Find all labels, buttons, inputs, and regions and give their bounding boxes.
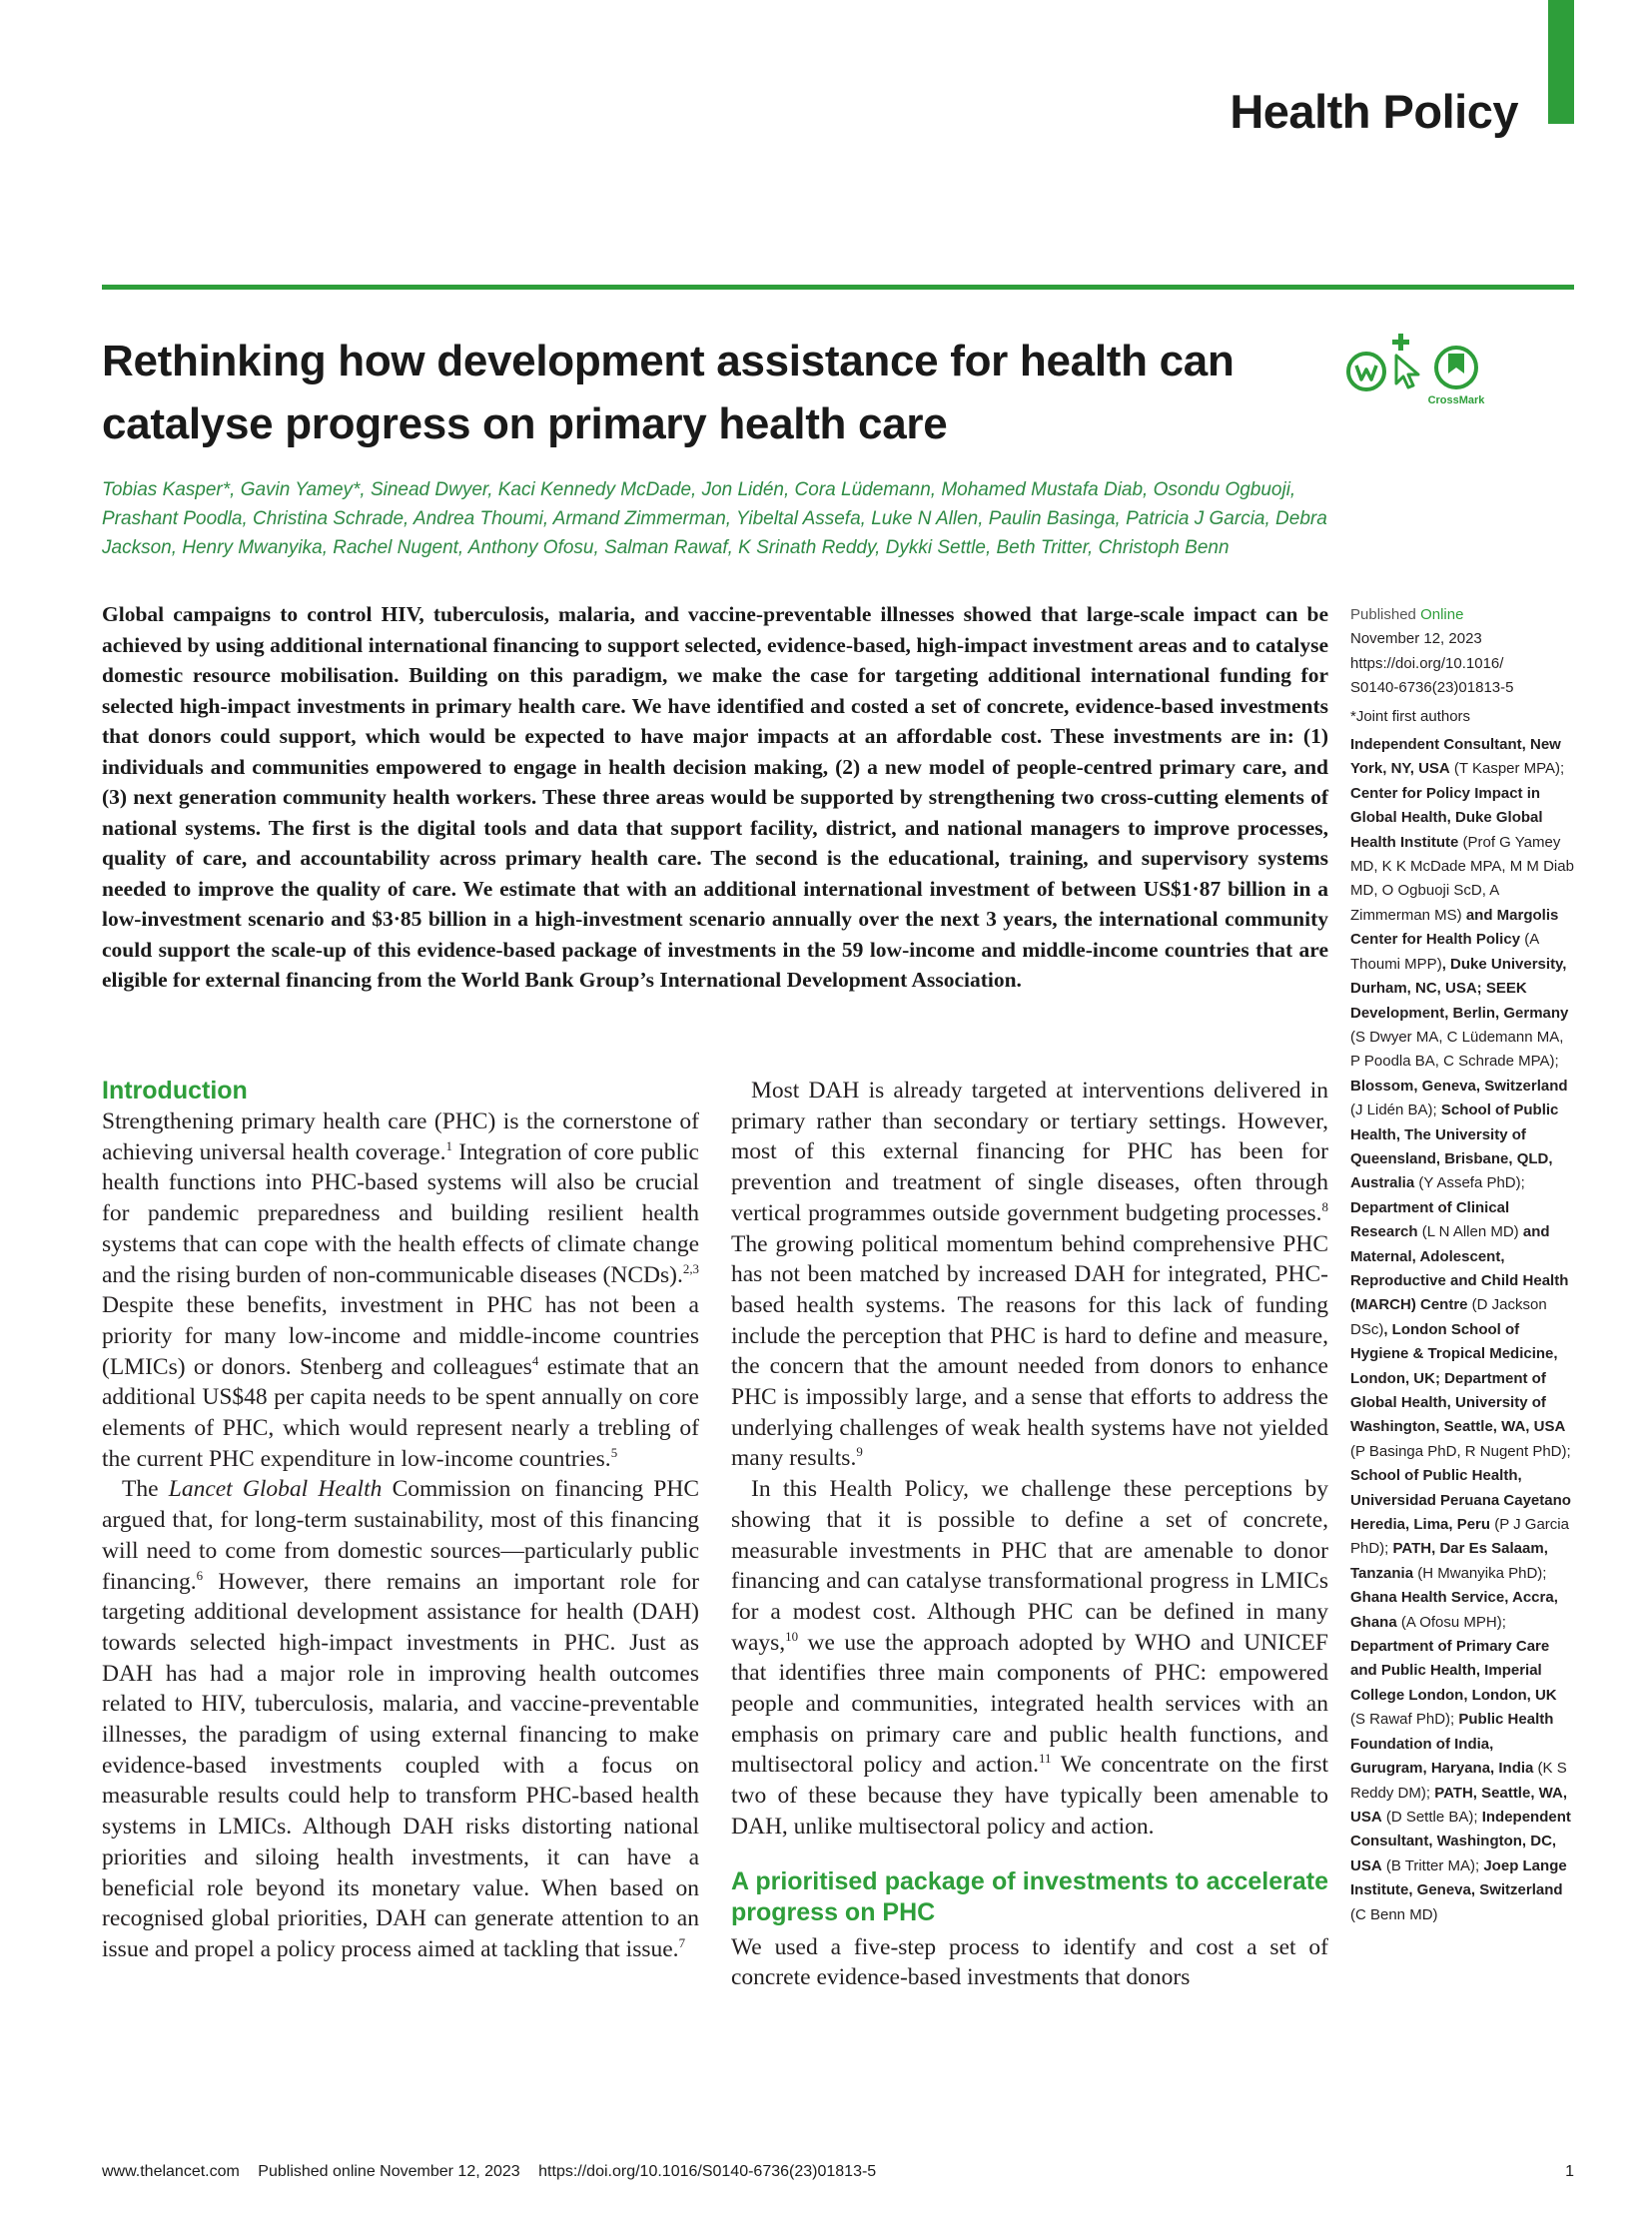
body-column-left — [102, 1076, 699, 1965]
page-number: 1 — [1565, 2163, 1574, 2180]
footer-left — [102, 2163, 890, 2180]
body-column-middle — [731, 1076, 1328, 1993]
sidebar — [1350, 603, 1574, 1927]
published-date: November 12, 2023 — [1350, 630, 1482, 648]
reference-marker[interactable]: 8 — [1321, 1198, 1328, 1214]
journal-name: Lancet Global Health — [168, 1476, 383, 1503]
intro-heading: Introduction — [102, 1077, 248, 1105]
published-line: Published Online — [1350, 606, 1464, 623]
author-list: Tobias Kasper*, Gavin Yamey*, Sinead Dwyer, Kaci Kennedy McDade, Jon Lidén, Cora Lüdemann, Mohamed Mustafa Diab, Osondu Ogbuoji, Prashant Poodla, Christina Schrade, Andrea Thoumi, Armand Zimmerman, Yibeltal Assefa, Luke N Allen, Paulin Basinga, Patricia J Garcia, Debra Jackson, Henry Mwanyika, Rachel Nugent, Anthony Ofosu, Salman Rawaf, K Srinath Reddy, Dykki Settle, Beth Tritter, Christoph Benn — [102, 479, 1327, 558]
reference-marker[interactable]: 9 — [856, 1444, 863, 1460]
reference-marker[interactable]: 1 — [445, 1137, 452, 1153]
section-heading: A prioritised package of investments to accelerate progress on PHC — [731, 1866, 1328, 1926]
doi-line[interactable]: S0140-6736(23)01813-5 — [1350, 679, 1514, 697]
reference-marker[interactable]: 7 — [678, 1935, 686, 1951]
paragraph: In this Health Policy, we challenge these perceptions by showing that it is possible to define a set of concrete, measurable investments in PHC that are amenable to donor financing and can catalyse transformational progress in LMICs for a modest cost. Although PHC can be defined in many ways,$^{10}$ we use the approach adopted by WHO and UNICEF that identifies three main components of PHC: empowered people and communities, integrated health services with an emphasis on primary care and public health functions, and multisectoral policy and action.$^{11}$ We concentrate on the first two of these because they have typically been amenable to DAH, unlike multisectoral policy and action. — [731, 1476, 1328, 1840]
reference-marker[interactable]: 5 — [610, 1444, 618, 1460]
online-link[interactable]: Online — [1420, 606, 1464, 623]
affiliations: Independent Consultant, New York, NY, USA (T Kasper MPA); Center for Policy Impact in Global Health, Duke Global Health Institute (Prof G Yamey MD, K K McDade MPA, M M Diab MD, O Ogbuoji ScD, A Zimmerman MS) and Margolis Center for Health Policy (A Thoumi MPP), Duke University, Durham, NC, USA; SEEK Development, Berlin, Germany (S Dwyer MA, C Lüdemann MA, P Poodla BA, C Schrade MPA); Blossom, Geneva, Switzerland (J Lidén BA); School of Public Health, The University of Queensland, Brisbane, QLD, Australia (Y Assefa PhD); Department of Clinical Research (L N Allen MD) and Maternal, Adolescent, Reproductive and Child Health (MARCH) Centre (D Jackson DSc), London School of Hygiene & Tropical Medicine, London, UK; Department of Global Health, University of Washington, Seattle, WA, USA (P Basinga PhD, R Nugent PhD); School of Public Health, Universidad Peruana Cayetano Heredia, Lima, Peru (P J Garcia PhD); PATH, Dar Es Salaam, Tanzania (H Mwanyika PhD); Ghana Health Service, Accra, Ghana (A Ofosu MPH); Department of Primary Care and Public Health, Imperial College London, London, UK (S Rawaf PhD); Public Health Foundation of India, Gurugram, Haryana, India (K S Reddy DM); PATH, Seattle, WA, USA (D Settle BA); Independent Consultant, Washington, DC, USA (B Tritter MA); Joep Lange Institute, Geneva, Switzerland (C Benn MD) — [1350, 736, 1574, 1923]
w-plus-icon[interactable] — [1348, 354, 1384, 389]
section-label: Health Policy — [1230, 85, 1518, 138]
reference-marker[interactable]: 4 — [531, 1352, 539, 1368]
cursor-icon — [1396, 356, 1418, 387]
abstract: Global campaigns to control HIV, tuberculosis, malaria, and vaccine-preventable illnesses showed that large-scale impact can be achieved by using additional international financing to support selected, evidence-based, high-impact investment areas and to catalyse domestic resource mobilisation. Building on this paradigm, we make the case for targeting additional international funding for selected high-impact investments in primary health care. We have identified and costed a set of concrete, evidence-based investments that donors could support, which would be expected to have major impacts at an affordable cost. These investments are in: (1) individuals and communities empowered to engage in health decision making, (2) a new model of people-centred primary care, and (3) next generation community health workers. These three areas would be supported by strengthening two cross-cutting elements of national systems. The first is the digital tools and data that support facility, district, and national managers to improve processes, quality of care, and accountability across primary health care. The second is the educational, training, and supervisory systems needed to improve the quality of care. We estimate that with an additional international investment of between US$1·87 billion in a low-investment scenario and $3·85 billion in a high-investment scenario annually over the next 3 years, the international community could support the scale-up of this evidence-based package of investments in the 59 low-income and middle-income countries that are eligible for external financing from the World Bank Group’s International Development Association. — [102, 602, 1328, 992]
crossmark-icon[interactable] — [1428, 348, 1486, 406]
paragraph: Most DAH is already targeted at interventions delivered in primary rather than secondary or tertiary settings. However, most of this external financing for PHC has been for prevention and treatment of single diseases, often through vertical programmes outside government budgeting processes.$^8$ The growing political momentum behind comprehensive PHC has not been matched by increased DAH for integrated, PHC-based health systems. The reasons for this lack of funding include the perception that PHC is hard to define and measure, the concern that the amount needed from donors to enhance PHC is impossibly large, and a sense that efforts to address the underlying challenges of weak health systems have not yielded many results.$^9$ — [731, 1078, 1328, 1472]
paragraph: Strengthening primary health care (PHC) is the cornerstone of achieving universal health coverage.$^1$ Integration of core public health functions into PHC-based systems will also be crucial for pandemic preparedness and building resilient health systems that can cope with the health effects of climate change and the rising burden of non-communicable diseases (NCDs).$^{2,3}$ Despite these benefits, investment in PHC has not been a priority for many low-income and middle-income countries (LMICs) or donors. Stenberg and colleagues$^4$ estimate that an additional US$48 per capita needs to be spent annually on core elements of PHC, which would represent nearly a trebling of the current PHC expenditure in low-income countries.$^5$ — [102, 1109, 699, 1472]
paragraph: The Lancet Global Health Commission on financing PHC argued that, for long-term sustainability, most of this financing will need to come from domestic sources—particularly public financing.$^6$ However, there remains an important role for targeting additional development assistance for health (DAH) towards selected high-impact investments in PHC. Just as DAH has had a major role in improving health outcomes related to HIV, tuberculosis, malaria, and vaccine-preventable illnesses, the paradigm of using external financing to make evidence-based investments coupled with a focus on measurable results could help to transform PHC-based health systems in LMICs. Although DAH risks distorting national priorities and siloing health investments, it can have a beneficial role beyond its monetary value. When based on recognised global priorities, DAH can generate attention to an issue and propel a policy process aimed at tackling that issue.$^7$ — [102, 1476, 699, 1962]
open-access-logos — [1344, 330, 1514, 409]
reference-marker[interactable]: 11 — [1039, 1751, 1052, 1767]
joint-first-note: *Joint first authors — [1350, 707, 1471, 725]
doi-line[interactable]: https://doi.org/10.1016/ — [1350, 654, 1504, 672]
crossmark-label: CrossMark — [1427, 394, 1485, 406]
footer-doi[interactable]: https://doi.org/10.1016/S0140-6736(23)01813-5 — [538, 2163, 877, 2180]
reference-marker[interactable]: 6 — [196, 1567, 204, 1583]
plus-icon — [1392, 334, 1409, 351]
footer-published: Published online November 12, 2023 — [258, 2163, 520, 2180]
access-logos — [1344, 330, 1514, 409]
page-footer — [102, 2163, 1574, 2193]
paragraph: We used a five-step process to identify and cost a set of concrete evidence-based investments that donors — [731, 1933, 1328, 1991]
article-title: Rethinking how development assistance for health can catalyse progress on primary health care — [102, 337, 1235, 448]
section-color-tab — [1548, 0, 1574, 124]
footer-site[interactable]: www.thelancet.com — [102, 2163, 240, 2180]
header-rule — [102, 285, 1574, 290]
reference-marker[interactable]: 2,3 — [682, 1260, 699, 1276]
reference-marker[interactable]: 10 — [785, 1628, 799, 1644]
